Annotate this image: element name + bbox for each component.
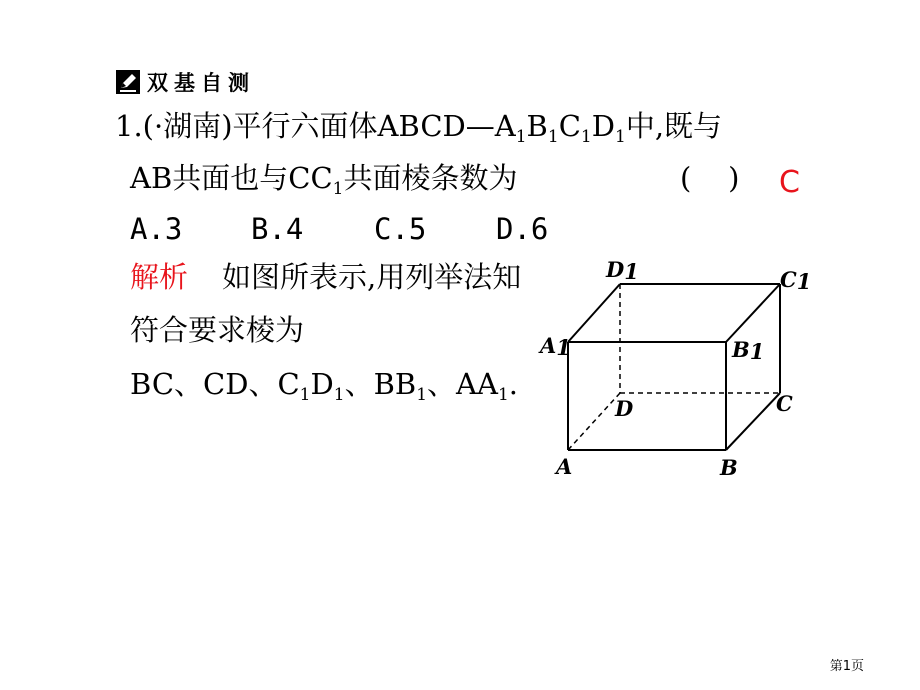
question-line-1: 1.(·湖南)平行六面体$ABCD—A_1B_1C_1D_1$中,既与 <box>115 109 723 147</box>
solution-line-1: 如图所表示,用列举法知 <box>222 260 522 294</box>
edge-bc <box>726 393 780 450</box>
option-b: B.4 <box>251 212 304 246</box>
pencil-note-icon <box>115 69 141 95</box>
parallelepiped-figure <box>536 250 816 490</box>
solution-line-3: BC、CD、$C_1D_1$、$BB_1$、$AA_1$. <box>130 367 518 405</box>
edge-b1c1 <box>726 284 780 342</box>
vertex-label-d: D <box>615 396 634 421</box>
vertex-label-d1: D1 <box>606 257 639 284</box>
question-source: (·湖南) <box>142 109 233 143</box>
option-c: C.5 <box>374 212 427 246</box>
question-number: 1. <box>115 109 143 143</box>
vertex-label-a1: A1 <box>540 333 571 360</box>
section-header <box>115 67 255 97</box>
question-text-1: 平行六面体ABCD—A <box>232 109 516 143</box>
section-title: 双基自测 <box>147 71 255 95</box>
option-a: A.3 <box>130 212 183 246</box>
question-line-2: AB共面也与$CC_1$共面棱条数为 <box>130 161 518 199</box>
vertex-label-b1: B1 <box>732 337 765 364</box>
solution-line-2: 符合要求棱为 <box>130 313 305 347</box>
page-number: 第1页 <box>829 659 864 674</box>
solution-label: 解析 <box>130 260 189 294</box>
answer-blank: ( ) <box>680 161 740 195</box>
vertex-label-c: C <box>776 391 793 416</box>
edge-ad-hidden <box>568 393 620 450</box>
option-d: D.6 <box>496 212 549 246</box>
vertex-label-b: B <box>720 455 738 480</box>
vertex-label-c1: C1 <box>780 267 812 294</box>
edge-a1d1 <box>568 284 620 342</box>
answer-choice: C <box>779 165 800 200</box>
vertex-label-a: A <box>556 454 573 479</box>
